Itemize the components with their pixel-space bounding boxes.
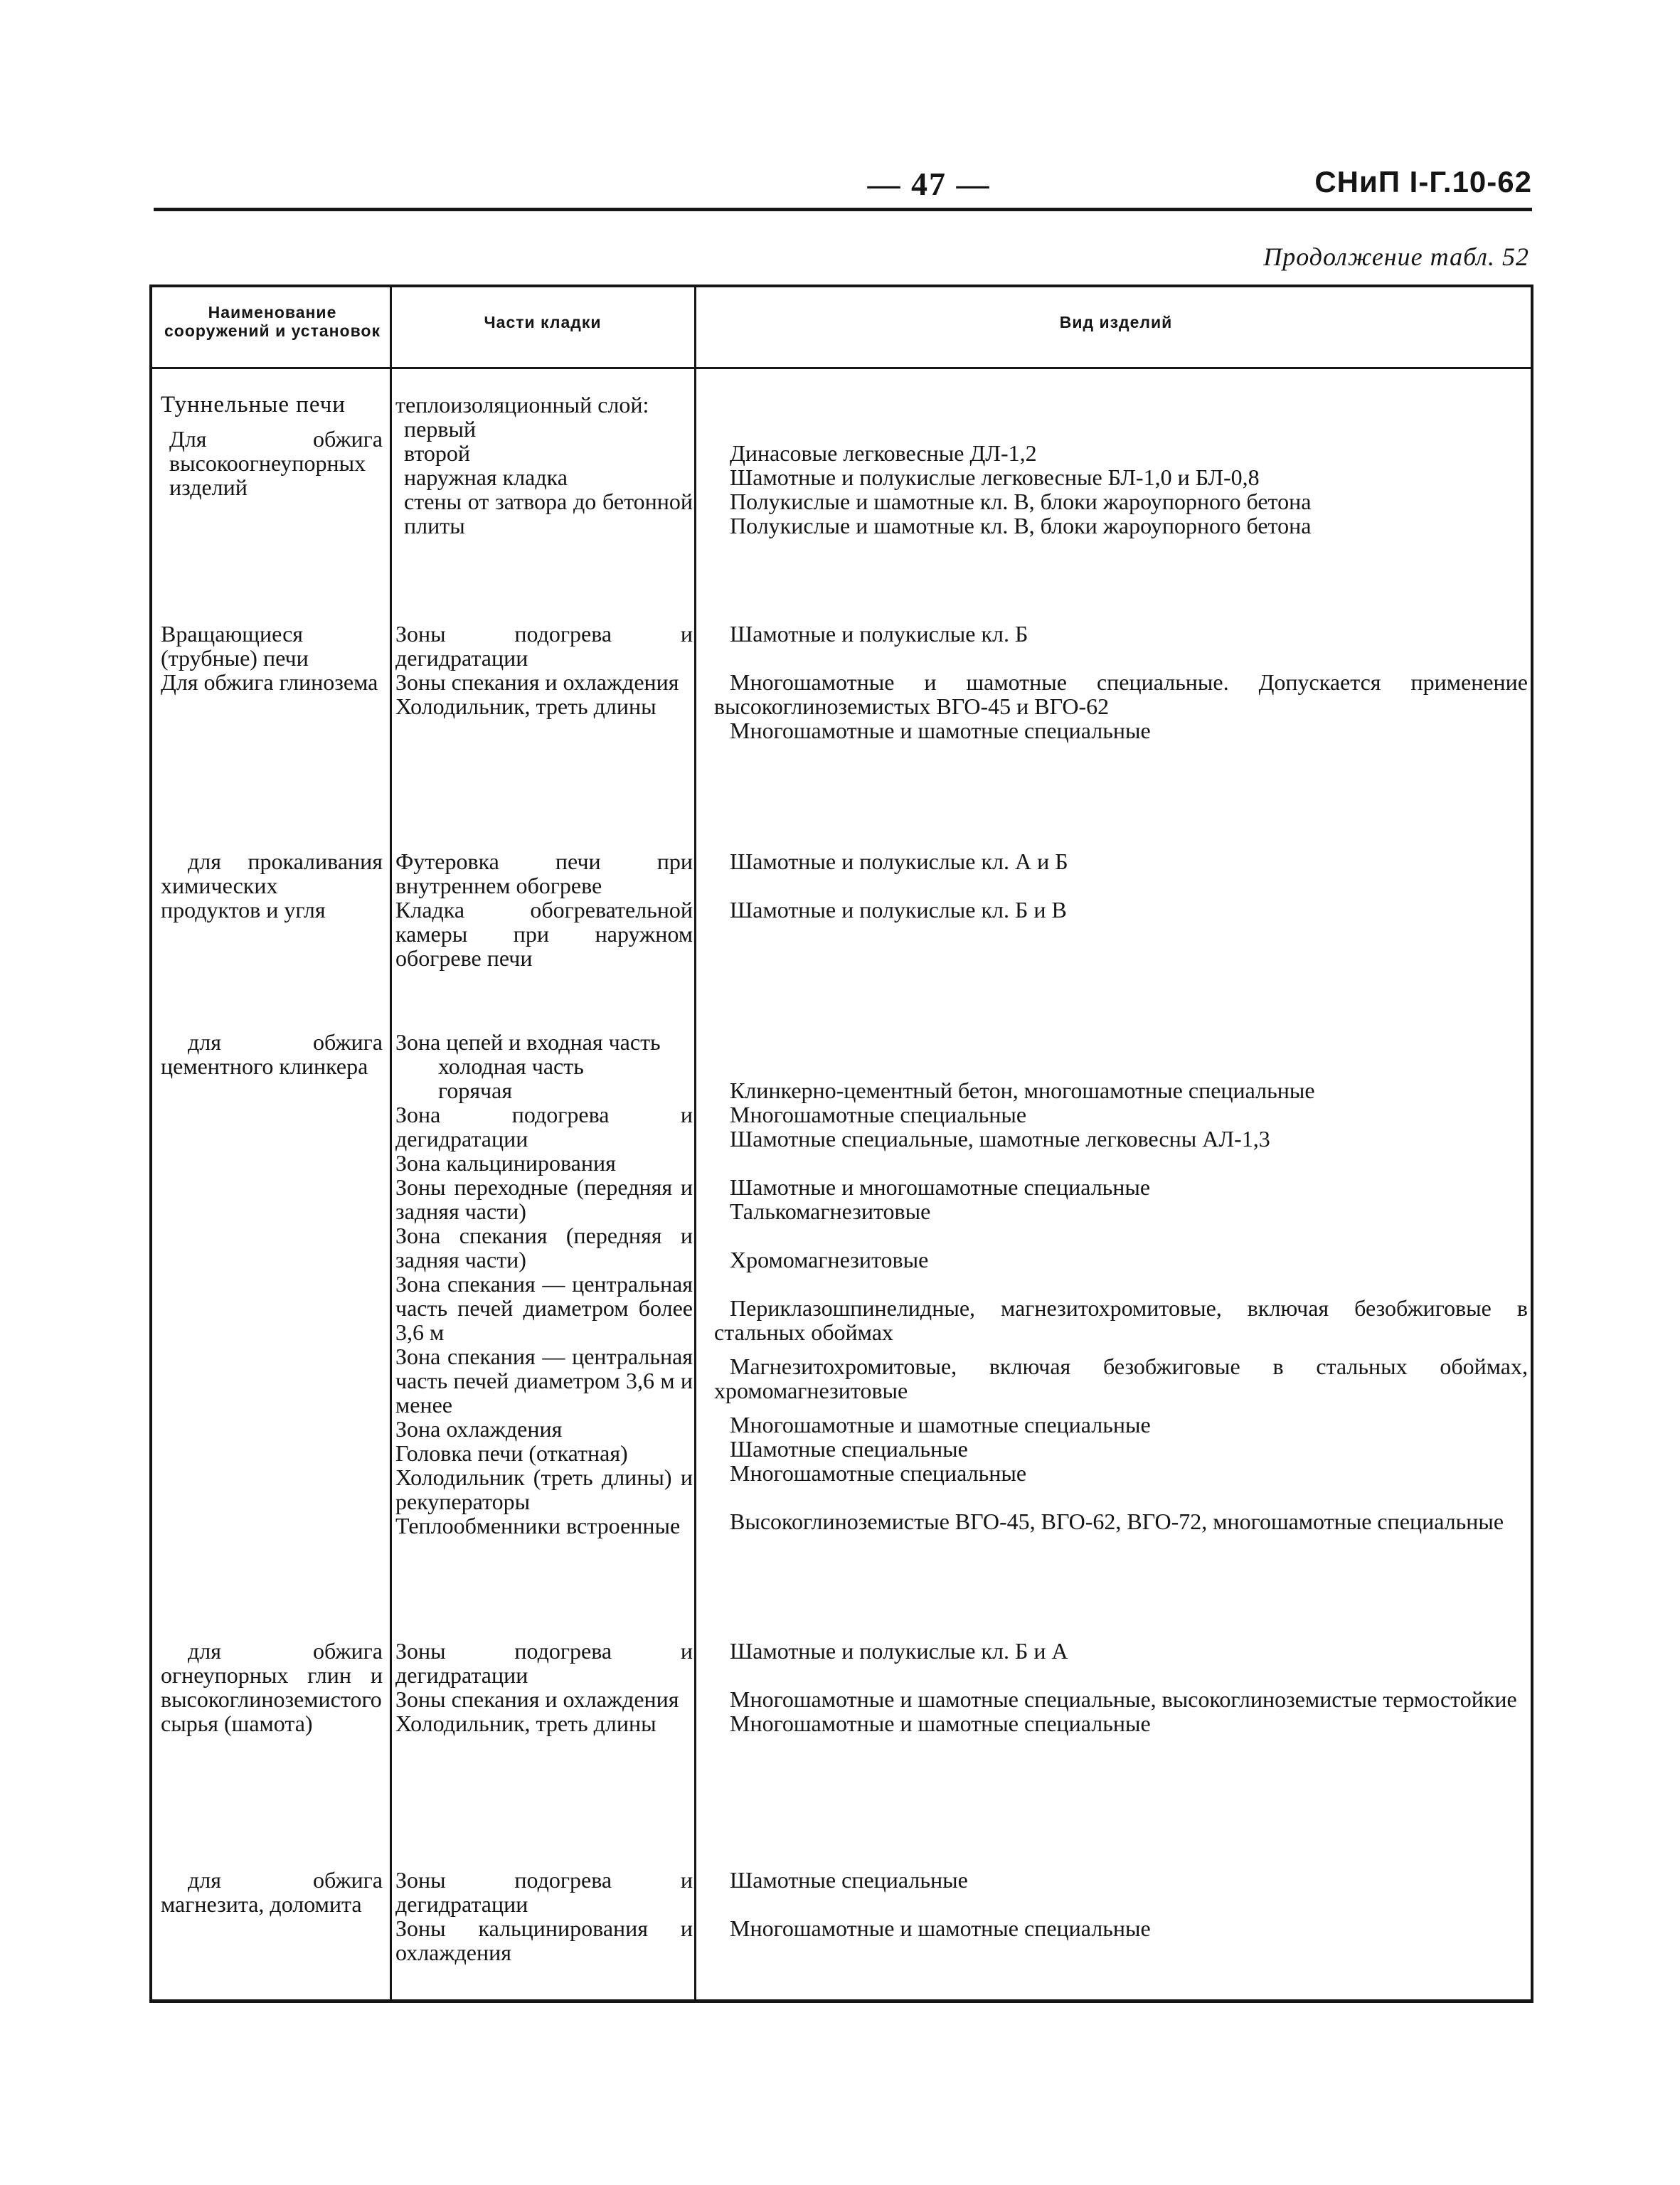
masonry-part: Зоны спекания и охлаждения	[395, 1686, 679, 1712]
masonry-part-cell	[395, 849, 693, 970]
table-continuation-note: Продолжение табл. 52	[1263, 243, 1529, 271]
installation-cell	[161, 622, 383, 694]
product-type: Полукислые и шамотные кл. В, блоки жароупорного бетона	[730, 489, 1312, 514]
document-code: СНиП I-Г.10-62	[1314, 165, 1532, 198]
header-rule	[154, 208, 1532, 211]
product-type: Многошамотные и шамотные специальные	[730, 1412, 1151, 1437]
masonry-part: Зоны переходные (передняя и задняя части)	[395, 1174, 693, 1224]
header-row-divider	[152, 367, 1531, 369]
product-type: Шамотные и полукислые кл. Б и В	[730, 897, 1067, 923]
installation-name: для обжига магнезита, доломита	[161, 1867, 383, 1917]
masonry-part: Зона цепей и входная часть	[395, 1029, 661, 1055]
masonry-part-cell	[395, 1868, 693, 1965]
product-type-cell	[714, 1639, 1528, 1735]
masonry-part: Зоны подогрева и дегидратации	[395, 1638, 693, 1688]
masonry-part: Зона охлаждения	[395, 1416, 563, 1442]
installation-name: Туннельные печи	[161, 392, 346, 418]
page-header	[154, 165, 1532, 205]
masonry-part: Зона кальцинирования	[395, 1150, 616, 1176]
masonry-part: Зоны спекания и охлаждения	[395, 669, 679, 695]
product-type: Полукислые и шамотные кл. В, блоки жароупорного бетона	[730, 513, 1312, 538]
installation-cell	[161, 1868, 383, 1916]
installation-cell	[161, 1639, 383, 1735]
column-header-installation: Наименование сооружений и установок	[164, 303, 381, 340]
product-type: Многошамотные и шамотные специальные	[730, 1915, 1151, 1941]
masonry-part: Футеровка печи при внутреннем обогреве	[395, 849, 693, 898]
installation-purpose: Для обжига высокоогнеупорных изделий	[169, 426, 383, 500]
column-header-masonry-parts: Части кладки	[484, 313, 602, 331]
product-type: Шамотные специальные, шамотные легковесны АЛ-1,3	[730, 1126, 1270, 1152]
product-type: Шамотные и полукислые кл. Б	[730, 621, 1028, 647]
product-type-cell	[730, 1868, 1528, 1940]
masonry-part: Кладка обогревательной камеры при наружном обогреве печи	[395, 897, 693, 971]
product-type: Многошамотные и шамотные специальные. Допускается применение высокоглиноземистых ВГО-45 и ВГО-62	[714, 669, 1528, 719]
installation-name: для обжига цементного клинкера	[161, 1029, 383, 1079]
product-type: Шамотные и полукислые кл. Б и А	[730, 1638, 1068, 1664]
product-type: Шамотные и полукислые легковесные БЛ-1,0 и БЛ-0,8	[730, 464, 1260, 490]
product-type: Многошамотные специальные	[730, 1460, 1027, 1486]
column-divider	[390, 287, 392, 1999]
product-type: Высокоглиноземистые ВГО-45, ВГО-62, ВГО-72, многошамотные специальные	[730, 1509, 1504, 1534]
masonry-part: Зоны кальцинирования и охлаждения	[395, 1915, 693, 1965]
masonry-part: стены от затвора до бетонной плиты	[404, 489, 693, 538]
masonry-part: Холодильник, треть длины	[395, 1711, 656, 1736]
installation-name: для прокаливания химических продуктов и угля	[161, 849, 383, 923]
masonry-part-cell	[395, 1030, 693, 1538]
product-type: Многошамотные и шамотные специальные	[730, 1711, 1151, 1736]
masonry-part: горячая	[438, 1078, 513, 1103]
product-type: Шамотные и многошамотные специальные	[730, 1174, 1151, 1200]
masonry-part: Зоны подогрева и дегидратации	[395, 621, 693, 671]
product-type-cell	[730, 849, 1528, 922]
masonry-part: Головка печи (откатная)	[395, 1440, 628, 1466]
masonry-part: Теплообменники встроенные	[395, 1513, 681, 1538]
installation-name: для обжига огнеупорных глин и высокоглиноземистого сырья (шамота)	[161, 1638, 383, 1736]
masonry-part-cell	[395, 393, 693, 538]
product-type: Хромомагнезитовые	[730, 1247, 929, 1272]
page-number: — 47 —	[867, 166, 991, 202]
product-type: Многошамотные и шамотные специальные, высокоглиноземистые термостойкие	[730, 1686, 1517, 1712]
masonry-part: Зона подогрева и дегидратации	[395, 1102, 693, 1152]
installation-purpose: Для обжига глинозема	[161, 669, 378, 695]
installation-name: Вращающиеся (трубные) печи	[161, 621, 309, 671]
product-type: Многошамотные и шамотные специальные	[730, 718, 1151, 743]
installation-cell	[161, 393, 383, 499]
masonry-part: Зоны подогрева и дегидратации	[395, 1867, 693, 1917]
product-type: Динасовые легковесные ДЛ-1,2	[730, 440, 1037, 466]
installation-cell	[161, 849, 383, 922]
masonry-part: холодная часть	[438, 1053, 584, 1079]
masonry-part: Зона спекания — центральная часть печей диаметром 3,6 м и менее	[395, 1344, 693, 1418]
masonry-part: наружная кладка	[404, 464, 568, 490]
product-type-cell	[730, 441, 1528, 538]
product-type-cell	[714, 622, 1528, 743]
masonry-part: второй	[404, 440, 470, 466]
product-type-cell	[714, 1078, 1528, 1533]
product-type: Магнезитохромитовые, включая безобжиговые в стальных обоймах, хромомагнезитовые	[714, 1354, 1528, 1403]
masonry-part: теплоизоляционный слой:	[395, 392, 649, 418]
masonry-part-cell	[395, 622, 693, 718]
product-type: Шамотные специальные	[730, 1867, 968, 1893]
product-type: Шамотные специальные	[730, 1436, 968, 1462]
product-type: Клинкерно-цементный бетон, многошамотные специальные	[730, 1078, 1315, 1103]
product-type: Шамотные и полукислые кл. А и Б	[730, 849, 1068, 874]
masonry-part: Зона спекания — центральная часть печей диаметром более 3,6 м	[395, 1271, 693, 1345]
materials-table	[149, 285, 1533, 2003]
product-type: Талькомагнезитовые	[730, 1198, 931, 1224]
masonry-part: Холодильник (треть длины) и рекуператоры	[395, 1464, 693, 1514]
masonry-part: первый	[404, 416, 477, 442]
product-type: Периклазошпинелидные, магнезитохромитовые, включая безобжиговые в стальных обоймах	[714, 1295, 1528, 1345]
product-type: Многошамотные специальные	[730, 1102, 1027, 1127]
masonry-part-cell	[395, 1639, 693, 1735]
installation-cell	[161, 1030, 383, 1078]
column-header-product-type: Вид изделий	[1059, 313, 1173, 331]
masonry-part: Холодильник, треть длины	[395, 693, 656, 719]
column-divider	[694, 287, 696, 1999]
masonry-part: Зона спекания (передняя и задняя части)	[395, 1223, 693, 1272]
